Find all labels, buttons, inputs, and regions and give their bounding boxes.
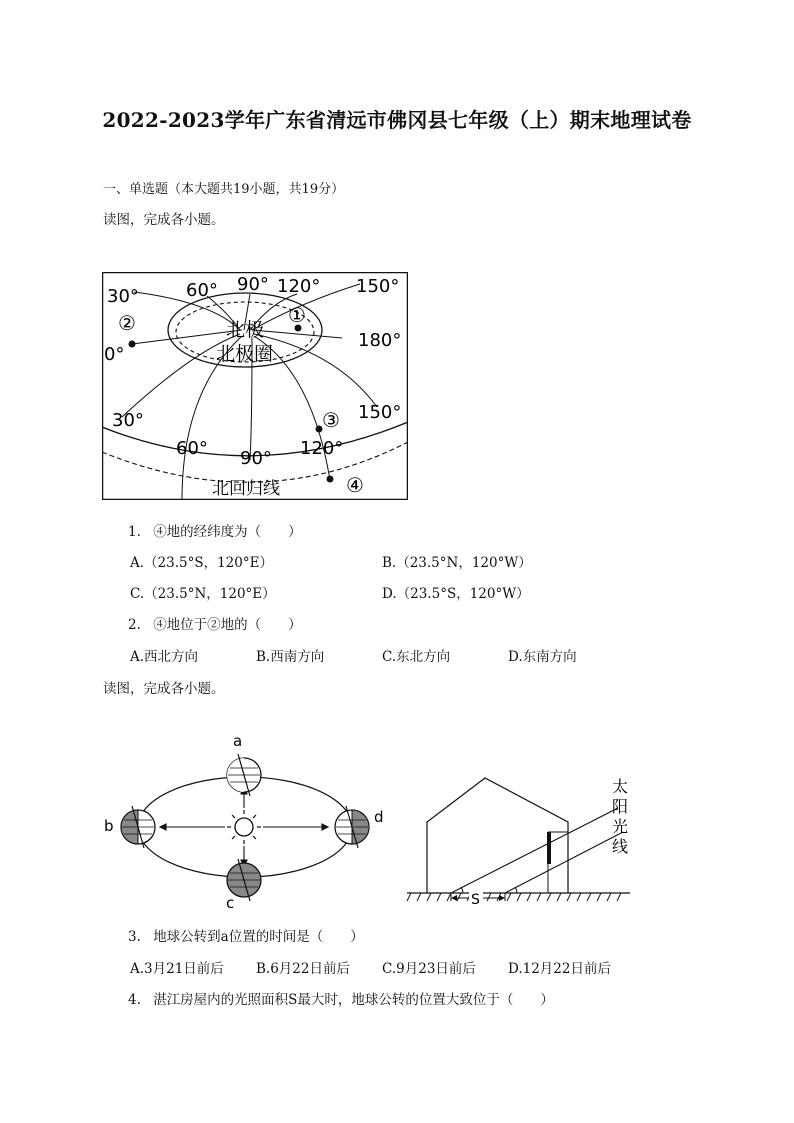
question-number: 3. [128, 929, 141, 945]
option-2c[interactable]: C.东北方向 [382, 649, 451, 665]
earth-orbit-figure [100, 730, 400, 910]
area-s-label: S [471, 892, 480, 908]
option-3b[interactable]: B.6月22日前后 [256, 961, 350, 977]
lon-label: 60° [186, 280, 218, 301]
option-1c[interactable]: C.（23.5°N，120°E） [130, 586, 276, 602]
intro-text-1: 读图，完成各小题。 [103, 212, 225, 228]
lon-label: 30° [112, 410, 144, 431]
option-1a[interactable]: A.（23.5°S，120°E） [130, 555, 273, 571]
point-2-dot [129, 341, 136, 348]
question-2 [128, 613, 302, 633]
sunlight-char: 太 [612, 777, 629, 796]
question-3 [128, 925, 364, 945]
question-1 [128, 520, 302, 540]
option-3d[interactable]: D.12月22日前后 [508, 961, 611, 977]
question-text: 地球公转到a位置的时间是（ ） [153, 929, 364, 945]
position-c-label: c [226, 894, 235, 910]
option-2a[interactable]: A.西北方向 [130, 649, 199, 665]
lon-label: 30° [107, 286, 139, 307]
marker-3: ③ [322, 408, 340, 432]
question-text: ④地的经纬度为（ ） [153, 524, 302, 540]
position-a-label: a [233, 732, 243, 750]
position-d-label: d [374, 808, 384, 826]
arctic-circle-label: 北极圈 [216, 343, 274, 365]
option-1b[interactable]: B.（23.5°N，120°W） [382, 555, 532, 571]
question-text: ④地位于②地的（ ） [153, 617, 302, 633]
lon-label: 150° [358, 402, 402, 423]
house-sunlight-figure [405, 770, 640, 910]
option-1d[interactable]: D.（23.5°S，120°W） [382, 586, 530, 602]
sunlight-char: 光 [612, 817, 629, 836]
sunlight-char: 线 [612, 837, 629, 856]
lon-label: 60° [176, 438, 208, 459]
lon-label: 120° [300, 438, 344, 459]
lon-label: 150° [356, 276, 400, 297]
sunlight-char: 阳 [612, 797, 629, 816]
option-3c[interactable]: C.9月23日前后 [382, 961, 476, 977]
question-text: 湛江房屋内的光照面积S最大时，地球公转的位置大致位于（ ） [153, 992, 554, 1008]
position-b-label: b [104, 817, 114, 835]
question-4 [128, 988, 554, 1008]
lon-label: 180° [358, 330, 402, 351]
lon-label: 0° [104, 344, 125, 365]
lon-label: 90° [240, 448, 272, 469]
tropic-label: 北回归线 [212, 479, 280, 499]
point-4-dot [327, 476, 334, 483]
question-number: 2. [128, 617, 141, 633]
north-pole-label: 北极 [226, 319, 265, 341]
option-2d[interactable]: D.东南方向 [508, 649, 577, 665]
sun-icon [235, 818, 253, 836]
question-number: 1. [128, 524, 141, 540]
question-number: 4. [128, 992, 141, 1008]
polar-map-figure [102, 272, 408, 500]
marker-4: ④ [346, 473, 364, 497]
lon-label: 120° [277, 276, 321, 297]
marker-1: ① [288, 303, 306, 327]
lon-label: 90° [237, 274, 269, 295]
page-title: 2022-2023学年广东省清远市佛冈县七年级（上）期末地理试卷 [102, 108, 692, 132]
marker-2: ② [118, 311, 136, 335]
section-heading: 一、单选题（本大题共19小题，共19分） [103, 182, 345, 197]
intro-text-2: 读图，完成各小题。 [103, 681, 225, 697]
option-2b[interactable]: B.西南方向 [256, 649, 325, 665]
option-3a[interactable]: A.3月21日前后 [130, 961, 224, 977]
